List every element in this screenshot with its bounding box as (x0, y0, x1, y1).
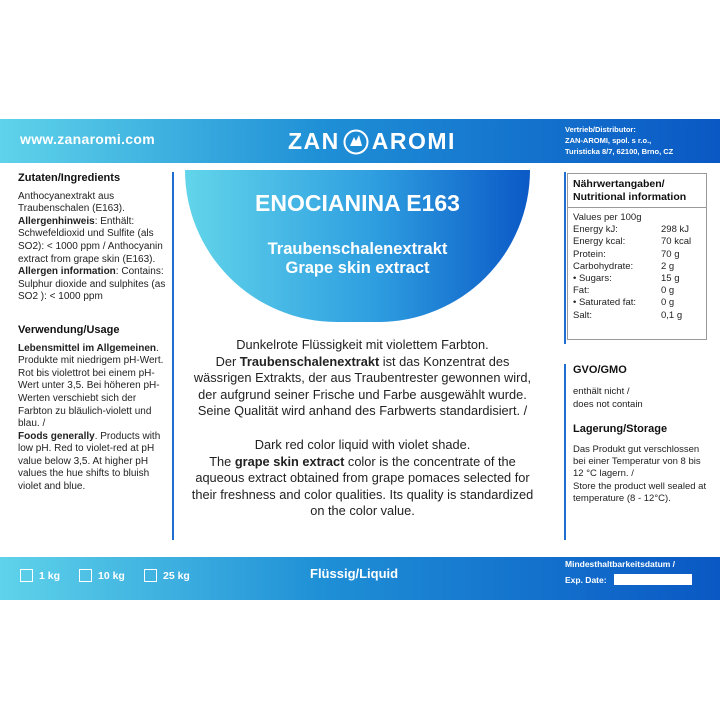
gmo-text: enthält nicht / does not contain (573, 386, 643, 410)
nutrition-row: Salt: 0,1 g (573, 309, 683, 321)
website-url: www.zanaromi.com (20, 131, 155, 147)
size-option-1kg[interactable]: 1 kg (20, 569, 60, 582)
checkbox-icon[interactable] (144, 569, 157, 582)
nutrition-heading: Nährwertangaben/ Nutritional information (568, 174, 706, 208)
subtitle-en: Grape skin extract (285, 259, 430, 277)
storage-text: Das Produkt gut verschlossen bei einer Temperatur von 8 bis 12 °C lagern. / Store the product well sealed at temperature (8 - 12°C). (573, 443, 707, 505)
logo-emblem-icon (343, 129, 369, 155)
description-de: Dunkelrote Flüssigkeit mit violettem Farbton. Der Traubenschalenextrakt ist das Konzentrat des wässrigen Extrakts, der aus Traubentrester gewonnen wird, der aufgrund seiner Frische und Farbe ausgewählt wurde. Seine Qualität wird anhand des Farbwerts standardisiert. / (193, 337, 532, 419)
nutrition-row: Energy kcal: 70 kcal (573, 236, 692, 248)
product-description (190, 337, 535, 520)
nutrition-row: • Sugars: 15 g (573, 273, 680, 285)
logo-text-left: ZAN (288, 128, 340, 154)
distributor-info (565, 124, 673, 157)
ingredients-heading: Zutaten/Ingredients (18, 172, 121, 184)
brand-logo (288, 128, 456, 155)
subtitle-de: Traubenschalenextrakt (267, 240, 448, 258)
ingredients-text: Anthocyanextrakt aus Traubenschalen (E163). Allergenhinweis: Enthält: Schwefeldioxid und Sulfite (als SO2): < 1000 ppm / Anthocyanin extract from grape skin (E163). Allergen information: Contains: Sulphur dioxide and sulphites (as SO2 ): < 1000 ppm (18, 190, 166, 303)
distributor-line: Turisticka 8/7, 62100, Brno, CZ (565, 147, 674, 156)
nutrition-row: Protein: 70 g (573, 248, 680, 260)
distributor-line: ZAN-AROMI, spol. s r.o., (565, 136, 652, 145)
divider-right-top (564, 172, 566, 344)
exp-date: Exp. Date: (565, 574, 692, 585)
nutrition-row: Fat: 0 g (573, 285, 675, 297)
checkbox-icon[interactable] (20, 569, 33, 582)
usage-heading: Verwendung/Usage (18, 323, 120, 336)
left-column (18, 172, 166, 494)
storage-heading: Lagerung/Storage (573, 423, 668, 436)
distributor-line: Vertrieb/Distributor: (565, 125, 636, 134)
divider-left (172, 172, 174, 540)
size-option-10kg[interactable]: 10 kg (79, 569, 125, 582)
product-name: ENOCIANINA E163 (255, 190, 460, 216)
nutrition-row: • Saturated fat: 0 g (573, 297, 675, 309)
product-form: Flüssig/Liquid (310, 566, 399, 581)
logo-text-right: AROMI (371, 128, 456, 154)
divider-right-bottom (564, 364, 566, 540)
usage-text: Lebensmittel im Allgemeinen. Produkte mit niedrigem pH-Wert. Rot bis violettrot bei einem pH-Wert unter 3,5. Bei höheren pH-Werten verschiebt sich der Farbton zu bläulich-violett und blau. / Foods generally. Products with low pH. Red to violet-red at pH value below 3,5. At higher pH values the hue shifts to bluish violet and blue. (18, 342, 164, 493)
best-before-label: Mindesthaltbarkeitsdatum / (565, 559, 676, 569)
nutrition-table (567, 173, 707, 340)
nutrition-per: Values per 100g (573, 212, 642, 223)
nutrition-row: Energy kJ: 298 kJ (573, 224, 689, 236)
exp-date-field[interactable] (614, 574, 692, 585)
size-option-25kg[interactable]: 25 kg (144, 569, 190, 582)
product-subtitle (185, 240, 530, 278)
right-column (573, 364, 713, 506)
gmo-heading: GVO/GMO (573, 364, 627, 376)
checkbox-icon[interactable] (79, 569, 92, 582)
nutrition-row: Carbohydrate: 2 g (573, 260, 675, 272)
description-en: Dark red color liquid with violet shade. The grape skin extract color is the concentrate of the aqueous extract obtained from grape pomaces selected for their freshness and color qualities. Its quality is standardized on the color value. (191, 436, 534, 519)
